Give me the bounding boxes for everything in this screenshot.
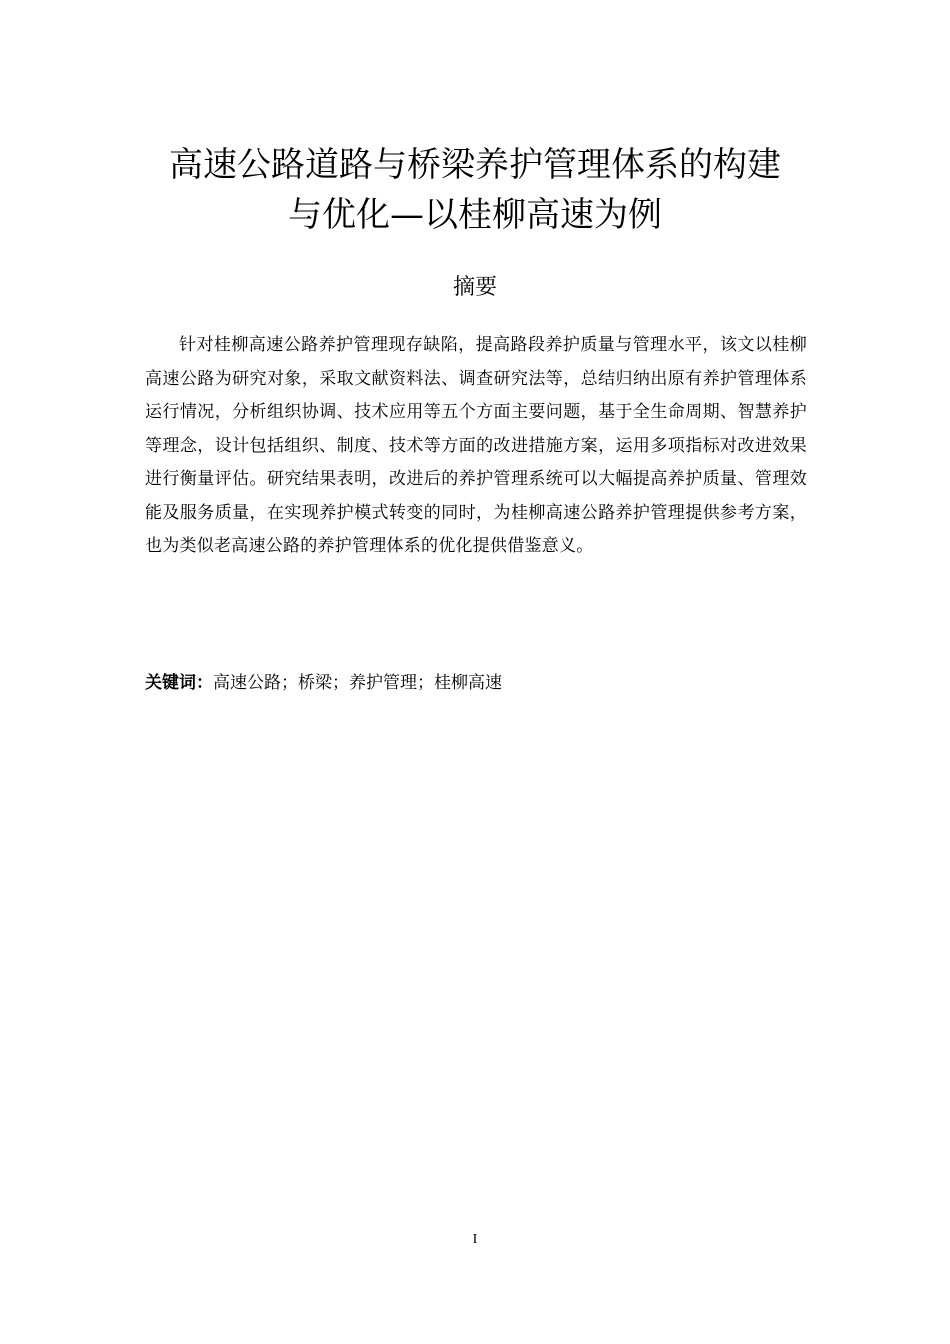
- abstract-heading: 摘要: [452, 275, 497, 300]
- title-line-2: 与优化—以桂柳高速为例: [288, 195, 662, 235]
- keywords-label: 关键词：: [145, 673, 213, 693]
- title-line-1: 高速公路道路与桥梁养护管理体系的构建: [169, 145, 781, 185]
- keywords-line: [145, 668, 807, 698]
- keywords-values: 高速公路；桥梁；养护管理；桂柳高速: [213, 673, 502, 693]
- document-title: [120, 140, 830, 240]
- abstract-body: 针对桂柳高速公路养护管理现存缺陷，提高路段养护质量与管理水平，该文以桂柳高速公路为研究对象，采取文献资料法、调查研究法等，总结归纳出原有养护管理体系运行情况，分析组织协调、技术应用等五个方面主要问题，基于全生命周期、智慧养护等理念，设计包括组织、制度、技术等方面的改进措施方案，运用多项指标对改进效果进行衡量评估。研究结果表明，改进后的养护管理系统可以大幅提高养护质量、管理效能及服务质量，在实现养护模式转变的同时，为桂柳高速公路养护管理提供参考方案，也为类似老高速公路的养护管理体系的优化提供借鉴意义。: [145, 335, 807, 556]
- page-number: I: [472, 1232, 478, 1247]
